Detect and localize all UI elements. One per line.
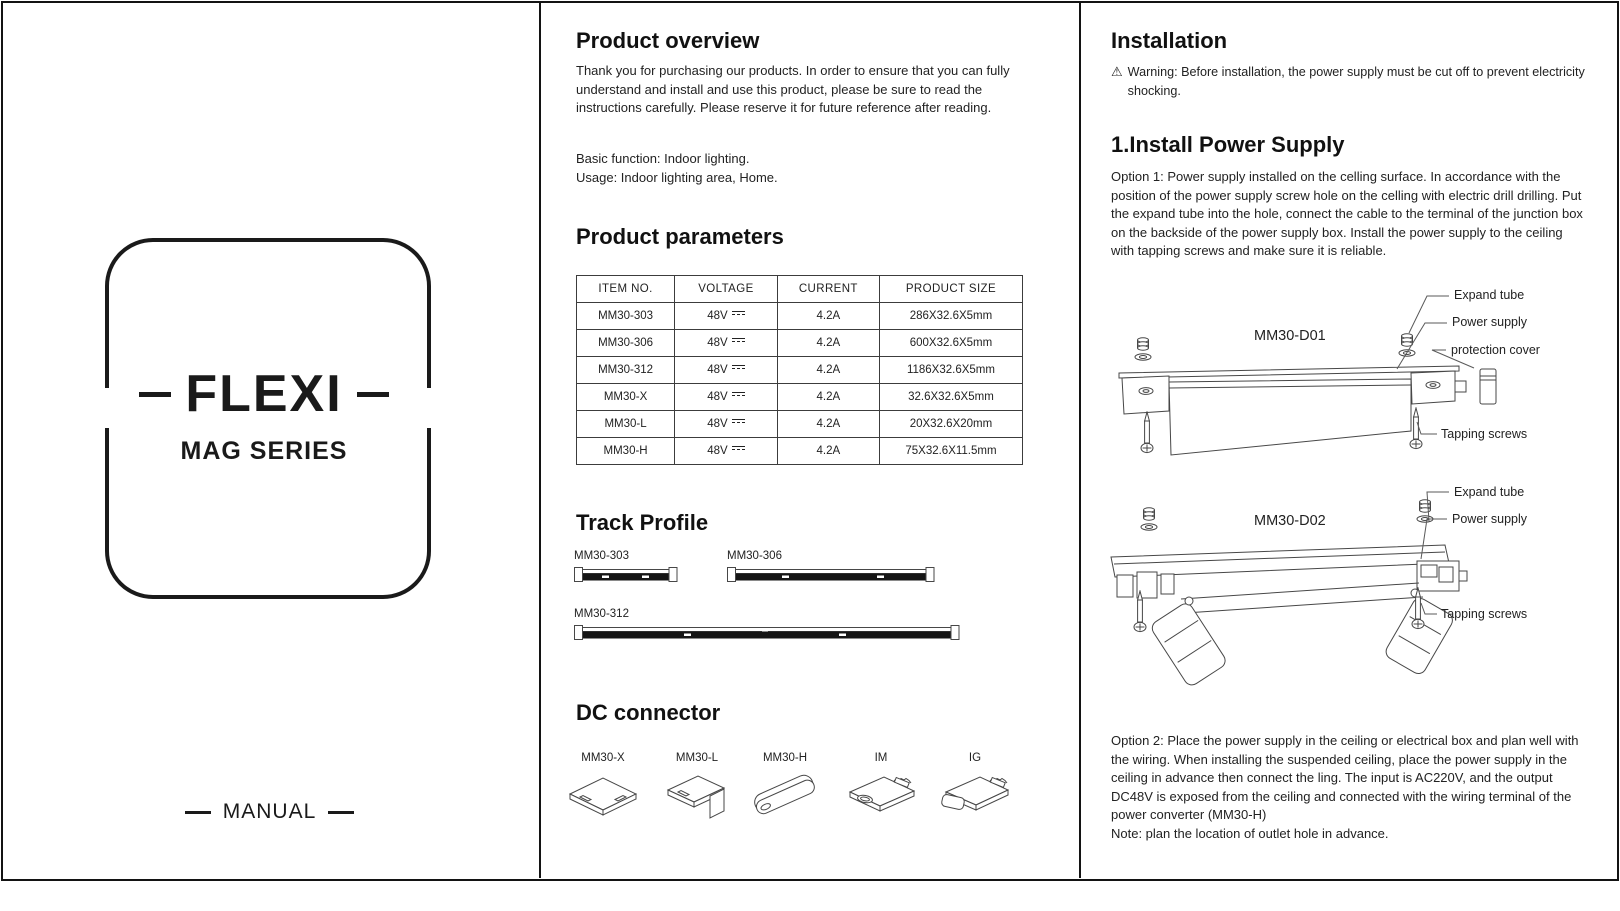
- panel-divider-left: [539, 2, 541, 878]
- cell-item: MM30-L: [577, 411, 675, 438]
- cell-current: 4.2A: [777, 303, 879, 330]
- warning-icon: ⚠: [1111, 64, 1123, 79]
- cell-voltage: [675, 438, 778, 465]
- manual-dash-right-icon: [328, 811, 354, 814]
- track-label: MM30-306: [727, 550, 782, 562]
- cell-size: 32.6X32.6X5mm: [879, 384, 1022, 411]
- dc-current-icon: [732, 338, 745, 347]
- cell-item: MM30-303: [577, 303, 675, 330]
- parameters-title: Product parameters: [576, 224, 784, 249]
- cell-size: 20X32.6X20mm: [879, 411, 1022, 438]
- track-drawing-306-icon: [727, 566, 935, 583]
- cell-size: 75X32.6X11.5mm: [879, 438, 1022, 465]
- install-power-supply-title: 1.Install Power Supply: [1111, 132, 1345, 157]
- callout-power-supply: Power supply: [1452, 512, 1528, 526]
- dc-current-icon: [732, 311, 745, 320]
- dc-connector-h-icon: [742, 766, 828, 822]
- power-supply-d02-drawing: [1089, 475, 1613, 697]
- cell-item: MM30-306: [577, 330, 675, 357]
- cover-panel: [0, 0, 539, 880]
- cell-voltage: [675, 411, 778, 438]
- cell-voltage: [675, 303, 778, 330]
- table-row: [577, 303, 1023, 330]
- voltage-value: 48V: [707, 337, 728, 349]
- dc-item-im: [833, 752, 929, 827]
- track-drawing-303-icon: [574, 566, 678, 583]
- dc-connector-im-icon: [838, 766, 924, 822]
- cell-current: 4.2A: [777, 438, 879, 465]
- diagram-label: MM30-D01: [1254, 328, 1326, 344]
- cell-size: 1186X32.6X5mm: [879, 357, 1022, 384]
- track-item-306: [727, 550, 935, 583]
- manual-dash-left-icon: [185, 811, 211, 814]
- callout-expand-tube: Expand tube: [1454, 288, 1525, 302]
- dc-item-label: MM30-X: [581, 752, 625, 764]
- manual-label: MANUAL: [222, 800, 317, 823]
- track-drawing-312-icon: [574, 624, 960, 641]
- dc-item-ig: [927, 752, 1023, 827]
- diagram-mm30-d01: [1089, 283, 1613, 473]
- callout-tapping-screws: Tapping screws: [1441, 607, 1528, 621]
- power-supply-d01-drawing: [1089, 283, 1613, 473]
- header-product-size: PRODUCT SIZE: [879, 276, 1022, 303]
- table-row: [577, 411, 1023, 438]
- dc-connector-x-icon: [560, 766, 646, 822]
- usage-line: Usage: Indoor lighting area, Home.: [576, 169, 778, 185]
- brand-lockup: [105, 365, 423, 423]
- option2-block: [1111, 732, 1589, 843]
- track-item-312: [574, 608, 960, 641]
- callout-power-supply: Power supply: [1452, 315, 1528, 329]
- track-item-303: [574, 550, 678, 583]
- dc-item-mm30-l: [649, 752, 745, 827]
- overview-intro: Thank you for purchasing our products. In order to ensure that you can fully understand and install and use this product, please be sure to read the instructions carefully. Please reserve it for future reference after reading.: [576, 63, 1010, 115]
- product-panel: [541, 0, 1079, 880]
- callout-expand-tube: Expand tube: [1454, 485, 1525, 499]
- manual-lockup: [0, 800, 539, 824]
- panel-divider-right: [1079, 2, 1081, 878]
- voltage-value: 48V: [707, 310, 728, 322]
- track-label: MM30-303: [574, 550, 629, 562]
- installation-panel: [1081, 0, 1620, 880]
- dc-item-label: MM30-H: [762, 752, 808, 764]
- basic-function-line: Basic function: Indoor lighting.: [576, 151, 750, 166]
- series-name: MAG SERIES: [180, 437, 348, 465]
- voltage-value: 48V: [707, 445, 728, 457]
- voltage-value: 48V: [707, 364, 728, 376]
- dc-item-mm30-h: [737, 752, 833, 827]
- cell-size: 600X32.6X5mm: [879, 330, 1022, 357]
- dc-connector-l-icon: [654, 766, 740, 822]
- cell-current: 4.2A: [777, 384, 879, 411]
- warning-text: Warning: Before installation, the power supply must be cut off to prevent electricity shocking.: [1127, 65, 1585, 98]
- diagram-mm30-d02: [1089, 475, 1613, 697]
- voltage-value: 48V: [707, 391, 728, 403]
- cell-current: 4.2A: [777, 411, 879, 438]
- callout-protection-cover: protection cover: [1451, 343, 1540, 357]
- dc-item-label: MM30-L: [675, 752, 719, 764]
- option2-note: Note: plan the location of outlet hole in advance.: [1111, 825, 1389, 841]
- header-current: CURRENT: [777, 276, 879, 303]
- cell-item: MM30-X: [577, 384, 675, 411]
- option1-text: Option 1: Power supply installed on the celling surface. In accordance with the position of the power supply screw hole on the celling with electric drill drilling. Put the expand tube into the hole, connect the cable to the terminal of the junction box on the backside of the power supply box. Install the power supply to the ceiling with tapping screws and make sure it is reliable.: [1111, 169, 1583, 258]
- cell-current: 4.2A: [777, 357, 879, 384]
- dc-current-icon: [732, 365, 745, 374]
- parameters-table: [576, 275, 1023, 465]
- table-row: [577, 330, 1023, 357]
- track-profile-title: Track Profile: [576, 510, 709, 535]
- installation-title: Installation: [1111, 28, 1228, 53]
- cell-item: MM30-H: [577, 438, 675, 465]
- dc-current-icon: [732, 419, 745, 428]
- cell-item: MM30-312: [577, 357, 675, 384]
- warning-block: [1111, 63, 1603, 100]
- table-header-row: [577, 276, 1023, 303]
- header-item-no: ITEM NO.: [577, 276, 675, 303]
- header-voltage: VOLTAGE: [675, 276, 778, 303]
- table-row: [577, 384, 1023, 411]
- cell-voltage: [675, 330, 778, 357]
- table-row: [577, 438, 1023, 465]
- cell-current: 4.2A: [777, 330, 879, 357]
- brand-name: FLEXI: [185, 365, 343, 423]
- callout-tapping-screws: Tapping screws: [1441, 427, 1528, 441]
- dc-item-label: IM: [874, 752, 888, 764]
- cell-voltage: [675, 357, 778, 384]
- cell-voltage: [675, 384, 778, 411]
- brand-dash-left-icon: [139, 392, 171, 397]
- brand-dash-right-icon: [357, 392, 389, 397]
- cell-size: 286X32.6X5mm: [879, 303, 1022, 330]
- overview-title: Product overview: [576, 28, 760, 53]
- dc-item-label: IG: [968, 752, 982, 764]
- diagram-label: MM30-D02: [1254, 513, 1326, 529]
- dc-item-mm30-x: [555, 752, 651, 827]
- dc-current-icon: [732, 392, 745, 401]
- track-label: MM30-312: [574, 608, 629, 620]
- dc-current-icon: [732, 446, 745, 455]
- table-row: [577, 357, 1023, 384]
- option2-text: Option 2: Place the power supply in the ceiling or electrical box and plan well with the wiring. When installing the suspended ceiling, place the power supply in the ceiling in advance then connect the ling. The input is AC220V, and the output DC48V is exposed from the ceiling and connected with the wiring terminal of the power converter (MM30-H): [1111, 733, 1579, 822]
- dc-connector-title: DC connector: [576, 700, 721, 725]
- voltage-value: 48V: [707, 418, 728, 430]
- dc-connector-ig-icon: [932, 766, 1018, 822]
